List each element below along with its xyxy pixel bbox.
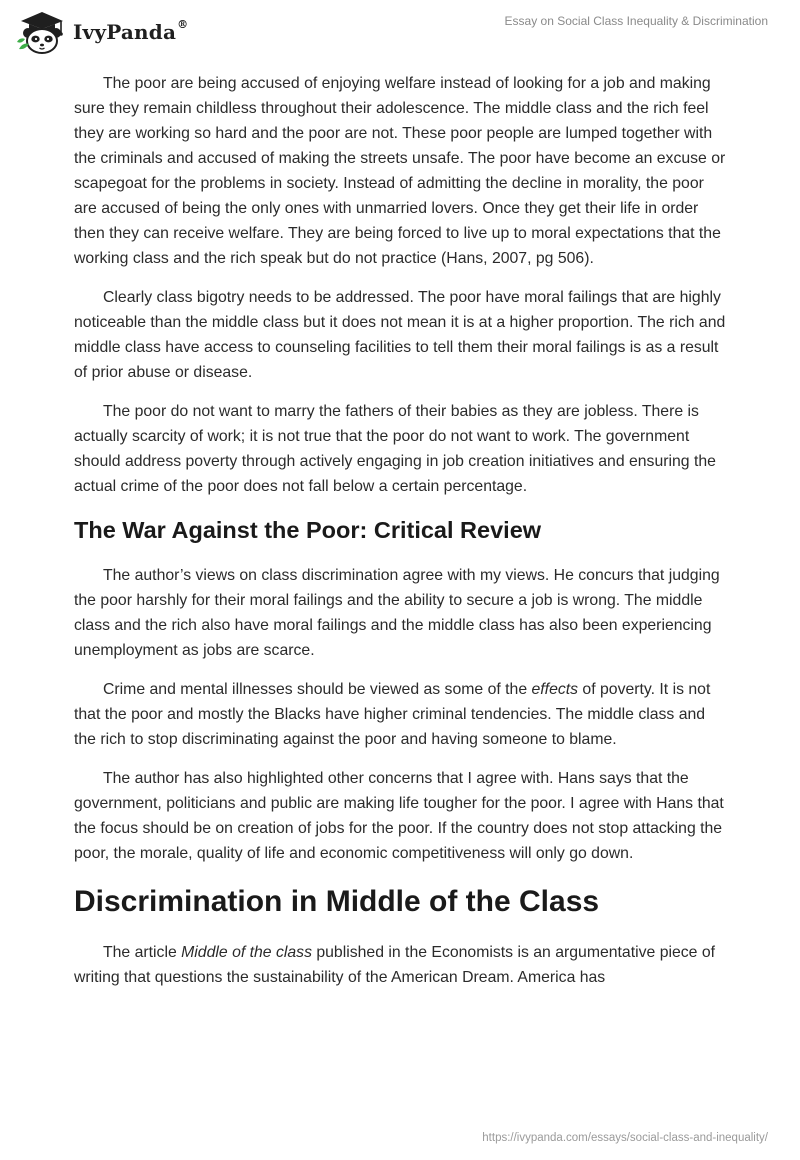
page-header (0, 0, 800, 62)
article-title: Middle of the class (181, 944, 312, 961)
paragraph: The author has also highlighted other concerns that I agree with. Hans says that the government, politicians and public are making life tougher for the poor. I agree with Hans that the focus should be on creation of jobs for the poor. If the country does not stop attacking the poor, the morale, quality of life and economic competitiveness will only go down. (74, 770, 724, 862)
source-url[interactable]: https://ivypanda.com/essays/social-class-and-inequality/ (482, 1132, 768, 1144)
paragraph: The article Middle of the class published in the Economists is an argumentative piece of writing that questions the sustainability of the American Dream. America has (74, 944, 716, 986)
paragraph: Crime and mental illnesses should be viewed as some of the effects of poverty. It is not that the poor and mostly the Blacks have higher criminal tendencies. The middle class and the rich to stop discriminating against the poor and having someone to blame. (74, 681, 711, 748)
ivypanda-logo[interactable] (15, 9, 188, 55)
paragraph: Clearly class bigotry needs to be addressed. The poor have moral failings that are highly noticeable than the middle class but it does not mean it is at a higher proportion. The rich and middle class have access to counseling facilities to tell them their moral failings is as a result of prior abuse or disease. (74, 289, 726, 381)
document-title: Essay on Social Class Inequality & Discrimination (504, 14, 768, 28)
essay-body (74, 71, 726, 1004)
paragraph: The poor are being accused of enjoying welfare instead of looking for a job and making sure they remain childless throughout their adolescence. The middle class and the rich feel they are working so hard and the poor are not. These poor people are lumped together with the criminals and accused of making the streets unsafe. The poor have become an excuse or scapegoat for the problems in society. Instead of admitting the decline in morality, the poor are accused of being the only ones with unmarried lovers. Once they get their life in order then they can receive welfare. They are being forced to live up to moral expectations that the working class and the rich speak but do not practice (Hans, 2007, pg 506). (74, 75, 726, 267)
paragraph: The author’s views on class discrimination agree with my views. He concurs that judging the poor harshly for their moral failings and the ability to secure a job is wrong. The middle class and the rich also have moral failings and the middle class has also been experiencing unemployment as jobs are scarce. (74, 567, 720, 659)
section-heading: The War Against the Poor: Critical Review (74, 517, 542, 543)
emphasis-text: effects (531, 681, 579, 698)
paragraph: The poor do not want to marry the fathers of their babies as they are jobless. There is actually scarcity of work; it is not true that the poor do not want to work. The government should address poverty through actively engaging in job creation initiatives and ensuring the actual crime of the poor does not fall below a certain percentage. (74, 403, 716, 495)
brand-name: IvyPanda® (73, 18, 189, 44)
registered-mark: ® (177, 18, 189, 31)
panda-graduate-icon (15, 9, 69, 55)
section-heading-large: Discrimination in Middle of the Class (74, 885, 600, 918)
